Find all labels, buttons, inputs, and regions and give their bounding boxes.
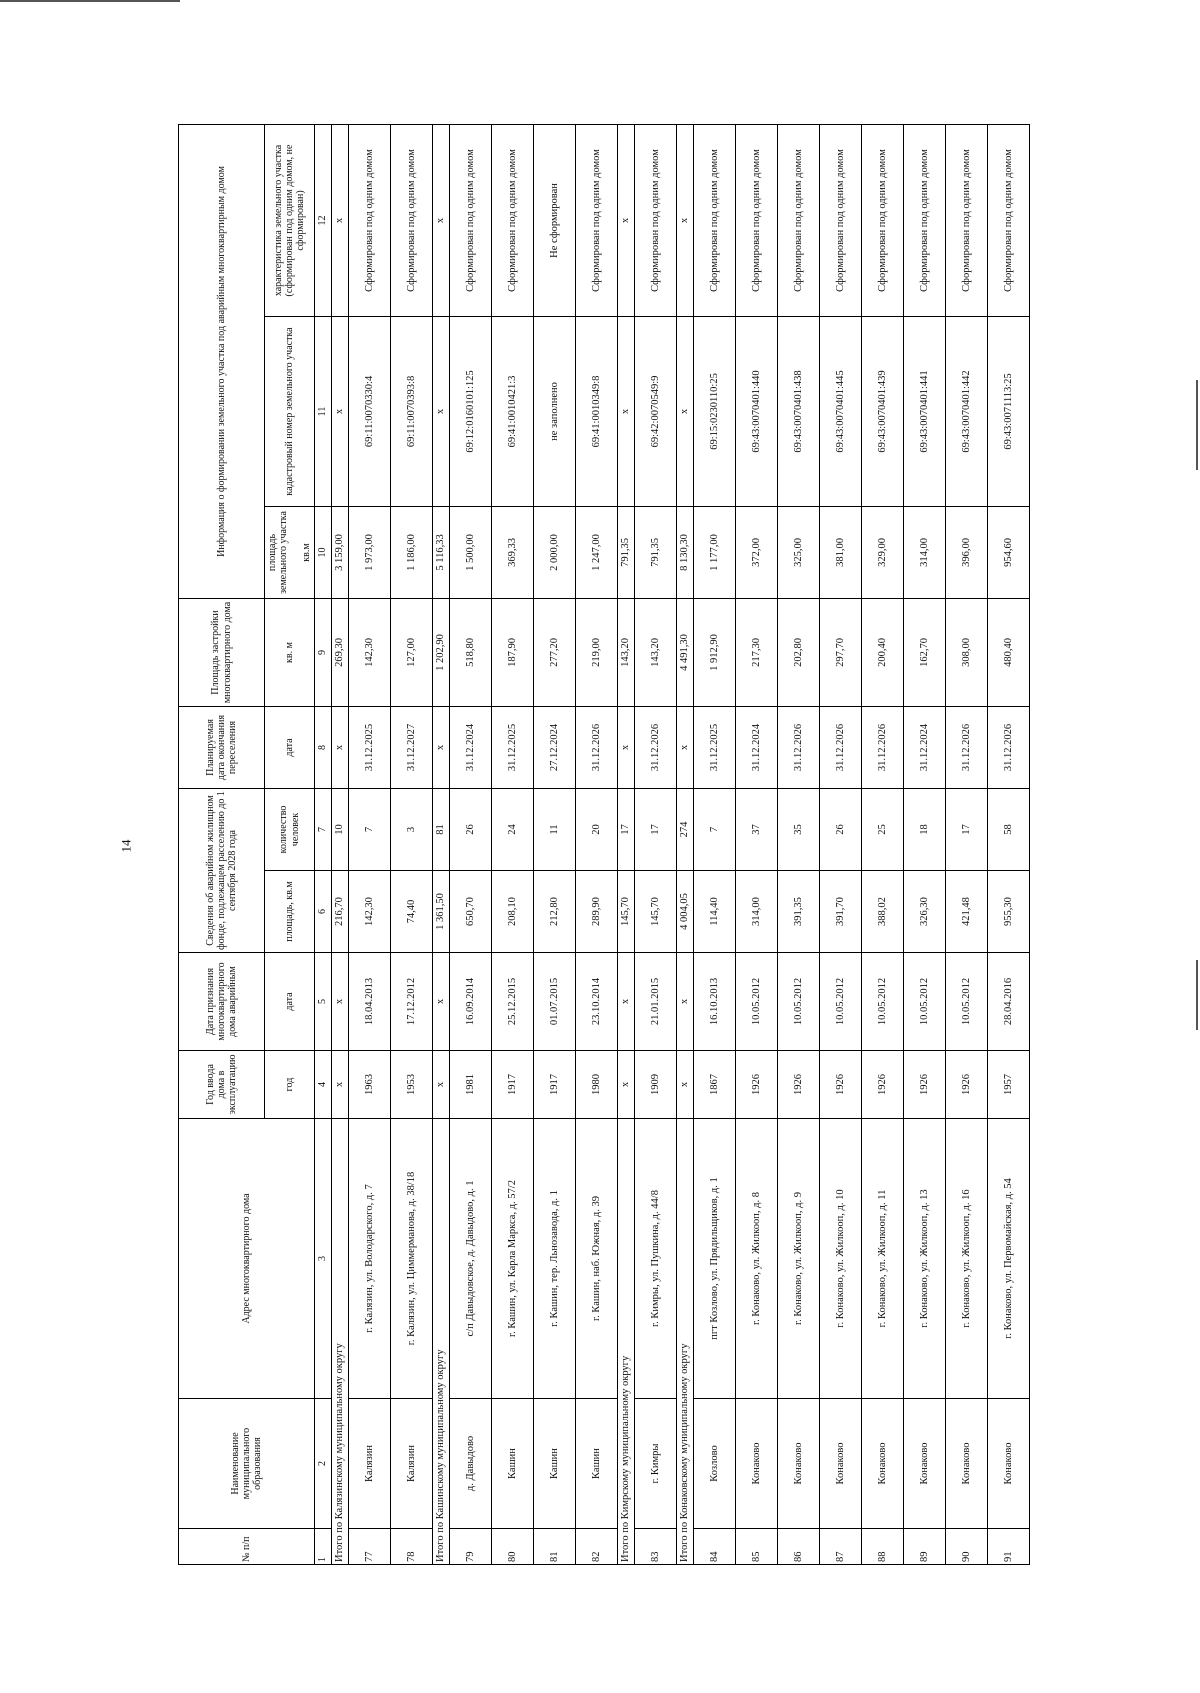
column-number: 2: [315, 1399, 332, 1529]
land-characteristic-cell: Сформирован под одним домом: [450, 124, 492, 316]
address-cell: г. Калязин, ул. Циммерманова, д. 38/18: [391, 1119, 433, 1399]
year-cell: 1909: [635, 1051, 677, 1119]
recognition-date-cell: 10.05.2012: [778, 953, 820, 1051]
column-number: 3: [315, 1119, 332, 1399]
people-cell: 26: [820, 788, 862, 870]
table-row: [862, 124, 904, 1564]
year-cell: 1917: [492, 1051, 534, 1119]
column-number: 6: [315, 871, 332, 953]
address-cell: г. Конаково, ул. Жилкооп, д. 8: [736, 1119, 778, 1399]
planned-date-cell: 31.12.2026: [820, 706, 862, 788]
people-cell: 20: [576, 788, 618, 870]
year-cell: x: [433, 1051, 450, 1119]
cadastral-number-cell: 69:12:0160101:125: [450, 316, 492, 506]
building-area-cell: 1 912,90: [694, 598, 736, 706]
municipality-cell: д. Давыдово: [450, 1399, 492, 1529]
cadastral-number-cell: x: [618, 316, 635, 506]
land-area-cell: 8 130,30: [677, 506, 694, 598]
people-cell: 3: [391, 788, 433, 870]
people-cell: 24: [492, 788, 534, 870]
row-number: 91: [988, 1529, 1030, 1565]
planned-date-cell: 31.12.2027: [391, 706, 433, 788]
header-building-area: кв. м: [265, 598, 315, 706]
row-number: 80: [492, 1529, 534, 1565]
address-cell: г. Кашин, тер. Льнозавода, д. 1: [534, 1119, 576, 1399]
land-area-cell: 1 973,00: [349, 506, 391, 598]
planned-date-cell: 31.12.2026: [576, 706, 618, 788]
recognition-date-cell: 16.10.2013: [694, 953, 736, 1051]
address-cell: с/п Давыдовское, д. Давыдово, д. 1: [450, 1119, 492, 1399]
recognition-date-cell: x: [332, 953, 349, 1051]
header-cadastral: кадастровый номер земельного участка: [265, 316, 315, 506]
address-cell: г. Калязин, ул. Володарского, д. 7: [349, 1119, 391, 1399]
cadastral-number-cell: 69:41:0010421:3: [492, 316, 534, 506]
planned-date-cell: 31.12.2025: [492, 706, 534, 788]
municipality-cell: Конаково: [778, 1399, 820, 1529]
table-row: [576, 124, 618, 1564]
municipality-cell: Калязин: [391, 1399, 433, 1529]
recognition-date-cell: x: [433, 953, 450, 1051]
header-year: год: [265, 1051, 315, 1119]
cadastral-number-cell: 69:11:0070330:4: [349, 316, 391, 506]
land-characteristic-cell: Сформирован под одним домом: [492, 124, 534, 316]
year-cell: x: [332, 1051, 349, 1119]
subtotal-label: Итого по Конаковскому муниципальному округу: [677, 1119, 694, 1565]
area-cell: 314,00: [736, 871, 778, 953]
building-area-cell: 518,80: [450, 598, 492, 706]
municipality-cell: Конаково: [736, 1399, 778, 1529]
year-cell: 1953: [391, 1051, 433, 1119]
building-area-cell: 142,30: [349, 598, 391, 706]
area-cell: 1 361,50: [433, 871, 450, 953]
recognition-date-cell: 10.05.2012: [946, 953, 988, 1051]
cadastral-number-cell: 69:43:0070401:441: [904, 316, 946, 506]
column-number: 10: [315, 506, 332, 598]
column-number: 11: [315, 316, 332, 506]
people-cell: 37: [736, 788, 778, 870]
cadastral-number-cell: 69:42:0070549:9: [635, 316, 677, 506]
municipality-cell: Кашин: [492, 1399, 534, 1529]
column-number: 8: [315, 706, 332, 788]
table-row: [904, 124, 946, 1564]
year-cell: 1980: [576, 1051, 618, 1119]
row-number: 81: [534, 1529, 576, 1565]
building-area-cell: 143,20: [635, 598, 677, 706]
people-cell: 17: [635, 788, 677, 870]
building-area-cell: 143,20: [618, 598, 635, 706]
land-area-cell: 3 159,00: [332, 506, 349, 598]
cadastral-number-cell: x: [677, 316, 694, 506]
planned-date-cell: 31.12.2026: [946, 706, 988, 788]
land-area-cell: 381,00: [820, 506, 862, 598]
column-number: 9: [315, 598, 332, 706]
cadastral-number-cell: x: [433, 316, 450, 506]
page-number: 14: [118, 839, 134, 853]
recognition-date-cell: 18.04.2013: [349, 953, 391, 1051]
recognition-date-cell: x: [677, 953, 694, 1051]
recognition-date-cell: 23.10.2014: [576, 953, 618, 1051]
subtotal-label: Итого по Кашинскому муниципальному округу: [433, 1119, 450, 1565]
year-cell: 1926: [736, 1051, 778, 1119]
land-characteristic-cell: x: [677, 124, 694, 316]
recognition-date-cell: 17.12.2012: [391, 953, 433, 1051]
year-cell: 1926: [904, 1051, 946, 1119]
year-cell: 1867: [694, 1051, 736, 1119]
people-cell: 25: [862, 788, 904, 870]
year-cell: 1926: [820, 1051, 862, 1119]
header-planned: дата: [265, 706, 315, 788]
people-cell: 7: [694, 788, 736, 870]
municipality-cell: Конаково: [820, 1399, 862, 1529]
people-cell: 11: [534, 788, 576, 870]
land-area-cell: 791,35: [635, 506, 677, 598]
land-area-cell: 1 186,00: [391, 506, 433, 598]
municipality-cell: Кашин: [534, 1399, 576, 1529]
table-row: [736, 124, 778, 1564]
area-cell: 421,48: [946, 871, 988, 953]
municipality-cell: Конаково: [946, 1399, 988, 1529]
subtotal-row: [677, 124, 694, 1564]
area-cell: 145,70: [635, 871, 677, 953]
planned-date-cell: 31.12.2024: [450, 706, 492, 788]
area-cell: 145,70: [618, 871, 635, 953]
land-characteristic-cell: Сформирован под одним домом: [862, 124, 904, 316]
cadastral-number-cell: 69:11:0070393:8: [391, 316, 433, 506]
header-people: количество человек: [265, 788, 315, 870]
cadastral-number-cell: не заполнено: [534, 316, 576, 506]
land-characteristic-cell: x: [618, 124, 635, 316]
column-number-row: [315, 124, 332, 1564]
municipality-cell: Конаково: [904, 1399, 946, 1529]
land-characteristic-cell: Сформирован под одним домом: [946, 124, 988, 316]
cadastral-number-cell: 69:41:0010349:8: [576, 316, 618, 506]
land-area-cell: 1 177,00: [694, 506, 736, 598]
building-area-cell: 200,40: [862, 598, 904, 706]
recognition-date-cell: 25.12.2015: [492, 953, 534, 1051]
planned-date-cell: x: [618, 706, 635, 788]
address-cell: г. Кашин, наб. Южная, д. 39: [576, 1119, 618, 1399]
address-cell: г. Кимры, ул. Пушкина, д. 44/8: [635, 1119, 677, 1399]
column-number: 1: [315, 1529, 332, 1565]
area-cell: 74,40: [391, 871, 433, 953]
land-area-cell: 325,00: [778, 506, 820, 598]
building-area-cell: 4 491,30: [677, 598, 694, 706]
table-row: [391, 124, 433, 1564]
planned-date-cell: x: [433, 706, 450, 788]
people-cell: 17: [618, 788, 635, 870]
planned-date-cell: 31.12.2026: [862, 706, 904, 788]
land-area-cell: 314,00: [904, 506, 946, 598]
scan-edge-mark: [0, 0, 180, 2]
header-land-group: Информация о формировании земельного участка под аварийным многоквартирным домом: [179, 124, 265, 598]
area-cell: 212,80: [534, 871, 576, 953]
header-land-area-group: площадь земельного участка: [267, 511, 290, 594]
cadastral-number-cell: 69:43:0070401:442: [946, 316, 988, 506]
header-recognition: дата: [265, 953, 315, 1051]
year-cell: 1926: [946, 1051, 988, 1119]
address-cell: г. Конаково, ул. Жилкооп, д. 16: [946, 1119, 988, 1399]
building-area-cell: 162,70: [904, 598, 946, 706]
building-area-cell: 277,20: [534, 598, 576, 706]
building-area-cell: 297,70: [820, 598, 862, 706]
table-row: [635, 124, 677, 1564]
header-characteristic: характеристика земельного участка (сформирован под одним домом, не сформирован): [265, 124, 315, 316]
table-row: [988, 124, 1030, 1564]
land-area-cell: 791,35: [618, 506, 635, 598]
planned-date-cell: x: [332, 706, 349, 788]
recognition-date-cell: 10.05.2012: [904, 953, 946, 1051]
land-characteristic-cell: Сформирован под одним домом: [694, 124, 736, 316]
people-cell: 26: [450, 788, 492, 870]
address-cell: г. Конаково, ул. Жилкооп, д. 9: [778, 1119, 820, 1399]
land-characteristic-cell: Сформирован под одним домом: [778, 124, 820, 316]
area-cell: 388,02: [862, 871, 904, 953]
building-area-cell: 219,00: [576, 598, 618, 706]
cadastral-number-cell: 69:15:0230110:25: [694, 316, 736, 506]
header-fund-group: Сведения об аварийном жилищном фонде, подлежащем расселению до 1 сентября 2028 года: [179, 788, 265, 952]
year-cell: x: [618, 1051, 635, 1119]
municipality-cell: Конаково: [862, 1399, 904, 1529]
header-land-area: [265, 506, 315, 598]
row-number: 87: [820, 1529, 862, 1565]
area-cell: 216,70: [332, 871, 349, 953]
column-number: 5: [315, 953, 332, 1051]
building-area-cell: 127,00: [391, 598, 433, 706]
planned-date-cell: 31.12.2026: [778, 706, 820, 788]
cadastral-number-cell: 69:43:0070401:439: [862, 316, 904, 506]
recognition-date-cell: 01.07.2015: [534, 953, 576, 1051]
municipality-cell: Конаково: [988, 1399, 1030, 1529]
table-row: [534, 124, 576, 1564]
people-cell: 10: [332, 788, 349, 870]
planned-date-cell: 31.12.2025: [349, 706, 391, 788]
land-characteristic-cell: x: [332, 124, 349, 316]
recognition-date-cell: x: [618, 953, 635, 1051]
address-cell: г. Конаково, ул. Первомайская, д. 54: [988, 1119, 1030, 1399]
row-number: 77: [349, 1529, 391, 1565]
people-cell: 7: [349, 788, 391, 870]
row-number: 85: [736, 1529, 778, 1565]
header-area: площадь, кв.м: [265, 871, 315, 953]
table-header: [179, 124, 332, 1564]
building-area-cell: 480,40: [988, 598, 1030, 706]
header-num: № п/п: [179, 1529, 315, 1565]
municipality-cell: Кашин: [576, 1399, 618, 1529]
header-municipality: Наименование муниципального образования: [179, 1399, 315, 1529]
recognition-date-cell: 16.09.2014: [450, 953, 492, 1051]
column-number: 7: [315, 788, 332, 870]
land-area-cell: 1 500,00: [450, 506, 492, 598]
table-row: [946, 124, 988, 1564]
document-page: [178, 125, 1058, 1565]
planned-date-cell: x: [677, 706, 694, 788]
address-cell: г. Конаково, ул. Жилкооп, д. 10: [820, 1119, 862, 1399]
header-address: Адрес многоквартирного дома: [179, 1119, 315, 1399]
municipality-cell: Козлово: [694, 1399, 736, 1529]
land-characteristic-cell: Сформирован под одним домом: [820, 124, 862, 316]
building-area-cell: 217,30: [736, 598, 778, 706]
scan-edge-mark: [1196, 960, 1198, 1030]
land-characteristic-cell: Сформирован под одним домом: [736, 124, 778, 316]
subtotal-row: [332, 124, 349, 1564]
table-row: [492, 124, 534, 1564]
land-characteristic-cell: Сформирован под одним домом: [349, 124, 391, 316]
area-cell: 142,30: [349, 871, 391, 953]
emergency-housing-table: [178, 124, 1030, 1565]
land-characteristic-cell: Сформирован под одним домом: [576, 124, 618, 316]
land-characteristic-cell: Сформирован под одним домом: [988, 124, 1030, 316]
year-cell: 1917: [534, 1051, 576, 1119]
municipality-cell: г. Кимры: [635, 1399, 677, 1529]
land-area-cell: 2 000,00: [534, 506, 576, 598]
area-cell: 289,90: [576, 871, 618, 953]
planned-date-cell: 31.12.2025: [694, 706, 736, 788]
address-cell: г. Конаково, ул. Жилкооп, д. 13: [904, 1119, 946, 1399]
row-number: 79: [450, 1529, 492, 1565]
cadastral-number-cell: x: [332, 316, 349, 506]
recognition-date-cell: 10.05.2012: [736, 953, 778, 1051]
row-number: 86: [778, 1529, 820, 1565]
subtotal-row: [618, 124, 635, 1564]
area-cell: 955,30: [988, 871, 1030, 953]
row-number: 89: [904, 1529, 946, 1565]
year-cell: 1981: [450, 1051, 492, 1119]
year-cell: x: [677, 1051, 694, 1119]
cadastral-number-cell: 69:43:0070401:438: [778, 316, 820, 506]
building-area-cell: 1 202,90: [433, 598, 450, 706]
table-row: [694, 124, 736, 1564]
land-area-cell: 396,00: [946, 506, 988, 598]
land-characteristic-cell: Сформирован под одним домом: [391, 124, 433, 316]
land-characteristic-cell: x: [433, 124, 450, 316]
municipality-cell: Калязин: [349, 1399, 391, 1529]
area-cell: 391,35: [778, 871, 820, 953]
area-cell: 4 004,05: [677, 871, 694, 953]
row-number: 84: [694, 1529, 736, 1565]
planned-date-cell: 31.12.2024: [736, 706, 778, 788]
column-number: 4: [315, 1051, 332, 1119]
people-cell: 58: [988, 788, 1030, 870]
area-cell: 326,30: [904, 871, 946, 953]
area-cell: 114,40: [694, 871, 736, 953]
row-number: 90: [946, 1529, 988, 1565]
header-building-group: Площадь застройки многоквартирного дома: [179, 598, 265, 706]
land-area-cell: 954,60: [988, 506, 1030, 598]
table-row: [450, 124, 492, 1564]
land-characteristic-cell: Сформирован под одним домом: [635, 124, 677, 316]
row-number: 88: [862, 1529, 904, 1565]
people-cell: 81: [433, 788, 450, 870]
planned-date-cell: 31.12.2026: [635, 706, 677, 788]
area-cell: 391,70: [820, 871, 862, 953]
table-row: [820, 124, 862, 1564]
recognition-date-cell: 28.04.2016: [988, 953, 1030, 1051]
planned-date-cell: 31.12.2026: [988, 706, 1030, 788]
year-cell: 1963: [349, 1051, 391, 1119]
people-cell: 274: [677, 788, 694, 870]
cadastral-number-cell: 69:43:0070401:440: [736, 316, 778, 506]
cadastral-number-cell: 69:43:0071113:25: [988, 316, 1030, 506]
header-land-area-unit: кв.м: [300, 543, 312, 562]
address-cell: пгт Козлово, ул. Прядильщиков, д. 1: [694, 1119, 736, 1399]
column-number: 12: [315, 124, 332, 316]
year-cell: 1926: [778, 1051, 820, 1119]
area-cell: 208,10: [492, 871, 534, 953]
recognition-date-cell: 10.05.2012: [862, 953, 904, 1051]
people-cell: 35: [778, 788, 820, 870]
header-recognition-group: Дата признания многоквартирного дома аварийным: [179, 953, 265, 1051]
people-cell: 17: [946, 788, 988, 870]
row-number: 82: [576, 1529, 618, 1565]
building-area-cell: 187,90: [492, 598, 534, 706]
address-cell: г. Конаково, ул. Жилкооп, д. 11: [862, 1119, 904, 1399]
land-area-cell: 329,00: [862, 506, 904, 598]
year-cell: 1957: [988, 1051, 1030, 1119]
land-characteristic-cell: Не сформирован: [534, 124, 576, 316]
land-characteristic-cell: Сформирован под одним домом: [904, 124, 946, 316]
building-area-cell: 308,00: [946, 598, 988, 706]
header-year-group: Год ввода дома в эксплуатацию: [179, 1051, 265, 1119]
land-area-cell: 1 247,00: [576, 506, 618, 598]
land-area-cell: 5 116,33: [433, 506, 450, 598]
row-number: 83: [635, 1529, 677, 1565]
recognition-date-cell: 21.01.2015: [635, 953, 677, 1051]
planned-date-cell: 31.12.2024: [904, 706, 946, 788]
land-area-cell: 372,00: [736, 506, 778, 598]
land-area-cell: 369,33: [492, 506, 534, 598]
address-cell: г. Кашин, ул. Карла Маркса, д. 57/2: [492, 1119, 534, 1399]
people-cell: 18: [904, 788, 946, 870]
table-row: [778, 124, 820, 1564]
building-area-cell: 202,80: [778, 598, 820, 706]
subtotal-row: [433, 124, 450, 1564]
table-row: [349, 124, 391, 1564]
subtotal-label: Итого по Кимрскому муниципальному округу: [618, 1119, 635, 1565]
subtotal-label: Итого по Калязинскому муниципальному округу: [332, 1119, 349, 1565]
header-planned-group: Планируемая дата окончания переселения: [179, 706, 265, 788]
scan-edge-mark: [1196, 380, 1198, 470]
recognition-date-cell: 10.05.2012: [820, 953, 862, 1051]
cadastral-number-cell: 69:43:0070401:445: [820, 316, 862, 506]
building-area-cell: 269,30: [332, 598, 349, 706]
planned-date-cell: 27.12.2024: [534, 706, 576, 788]
year-cell: 1926: [862, 1051, 904, 1119]
row-number: 78: [391, 1529, 433, 1565]
area-cell: 650,70: [450, 871, 492, 953]
table-body: [332, 124, 1030, 1564]
